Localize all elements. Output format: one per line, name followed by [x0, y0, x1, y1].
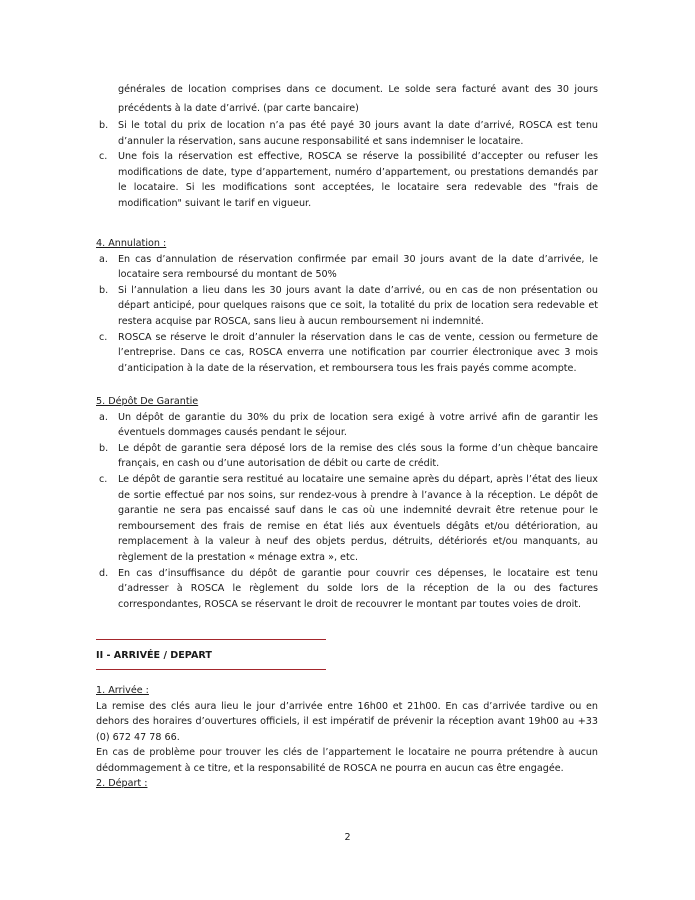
depot-section — [96, 394, 598, 612]
arrivee-heading: 1. Arrivée : — [96, 685, 149, 696]
list-item: c. Le dépôt de garantie sera restitué au locataire une semaine après du départ, après l’état des lieux de sortie effectué par nos soins, sur rendez-vous à prendre à l’avance à la réception. Le dépôt de garantie ne sera pas encaissé sauf dans le cas où une indemnité devrait être retenue pour le remboursement des frais de remise en état liés aux éventuels dégâts et/ou détérioration, au remplacement à la valeur à neuf des objets perdus, détruits, détériorés et/ou manquants, au règlement de la prestation « ménage extra », etc. — [99, 473, 598, 563]
section-rule-top — [96, 639, 326, 640]
annulation-section — [96, 236, 598, 376]
section-rule-bottom — [96, 669, 326, 670]
list-item: c. ROSCA se réserve le droit d’annuler la réservation dans le cas de vente, cession ou fermeture de l’entreprise. Dans ce cas, ROSCA enverra une notification par courrier électronique avec 3 mois d’anticipation à la date de la réservation, et remboursera tous les frais payés comme acompte. — [99, 331, 598, 374]
list-item: b. Si le total du prix de location n’a pas été payé 30 jours avant la date d’arrivé, ROSCA est tenu d’annuler la réservation, sans aucune responsabilité et sans indemniser le locataire. — [99, 120, 598, 147]
section-title: II - ARRIVÉE / DEPART — [96, 650, 212, 661]
arrivee-section — [96, 683, 598, 777]
list-item: a. En cas d’annulation de réservation confirmée par email 30 jours avant de la date d’arrivée, le locataire sera remboursé du montant de 50% — [99, 253, 598, 281]
page-number: 2 — [344, 832, 351, 843]
annulation-heading: 4. Annulation : — [96, 238, 167, 249]
arrivee-paragraph-1: La remise des clés aura lieu le jour d’arrivée entre 16h00 et 21h00. En cas d’arrivée tardive ou en dehors des horaires d’ouvertures officiels, il est impératif de prévenir la réception avant 19h00 au +33 (0) 672 47 78 66. — [96, 700, 598, 743]
list-item: b. Le dépôt de garantie sera déposé lors de la remise des clés sous la forme d’un chèque bancaire français, en cash ou d’une autorisation de débit ou carte de crédit. — [99, 442, 598, 470]
list-item: d. En cas d’insuffisance du dépôt de garantie pour couvrir ces dépenses, le locataire est tenu d’adresser à ROSCA le règlement du solde lors de la réception de la ou des factures correspondantes, ROSCA se réservant le droit de recouvrer le montant par toutes voies de droit. — [99, 567, 598, 610]
depart-heading: 2. Départ : — [96, 778, 148, 789]
depot-heading: 5. Dépôt De Garantie — [96, 396, 199, 407]
arrivee-paragraph-2: En cas de problème pour trouver les clés de l’appartement le locataire ne pourra prétendre à aucun dédommagement à ce titre, et la responsabilité de ROSCA ne pourra en aucun cas être engagée. — [96, 747, 598, 774]
intro-block — [96, 80, 598, 212]
list-item: b. Si l’annulation a lieu dans les 30 jours avant la date d’arrivé, ou en cas de non présentation ou départ anticipé, pour quelques raisons que ce soit, la totalité du prix de location sera redevable et restera acquise par ROSCA, sans lieu à aucun remboursement ni indemnité. — [99, 284, 598, 327]
intro-continuation: générales de location comprises dans ce document. Le solde sera facturé avant des 30 jours précédents à la date d’arrivé. (par carte bancaire) — [118, 84, 598, 114]
list-item: c. Une fois la réservation est effective, ROSCA se réserve la possibilité d’accepter ou refuser les modifications de date, type d’appartement, numéro d’appartement, ou prestations demandés par le locataire. Si les modifications sont acceptées, le locataire sera redevable des "frais de modification" suivant le tarif en vigueur. — [99, 151, 598, 209]
list-item: a. Un dépôt de garantie du 30% du prix de location sera exigé à votre arrivé afin de garantir les éventuels dommages causés pendant le séjour. — [99, 411, 598, 439]
